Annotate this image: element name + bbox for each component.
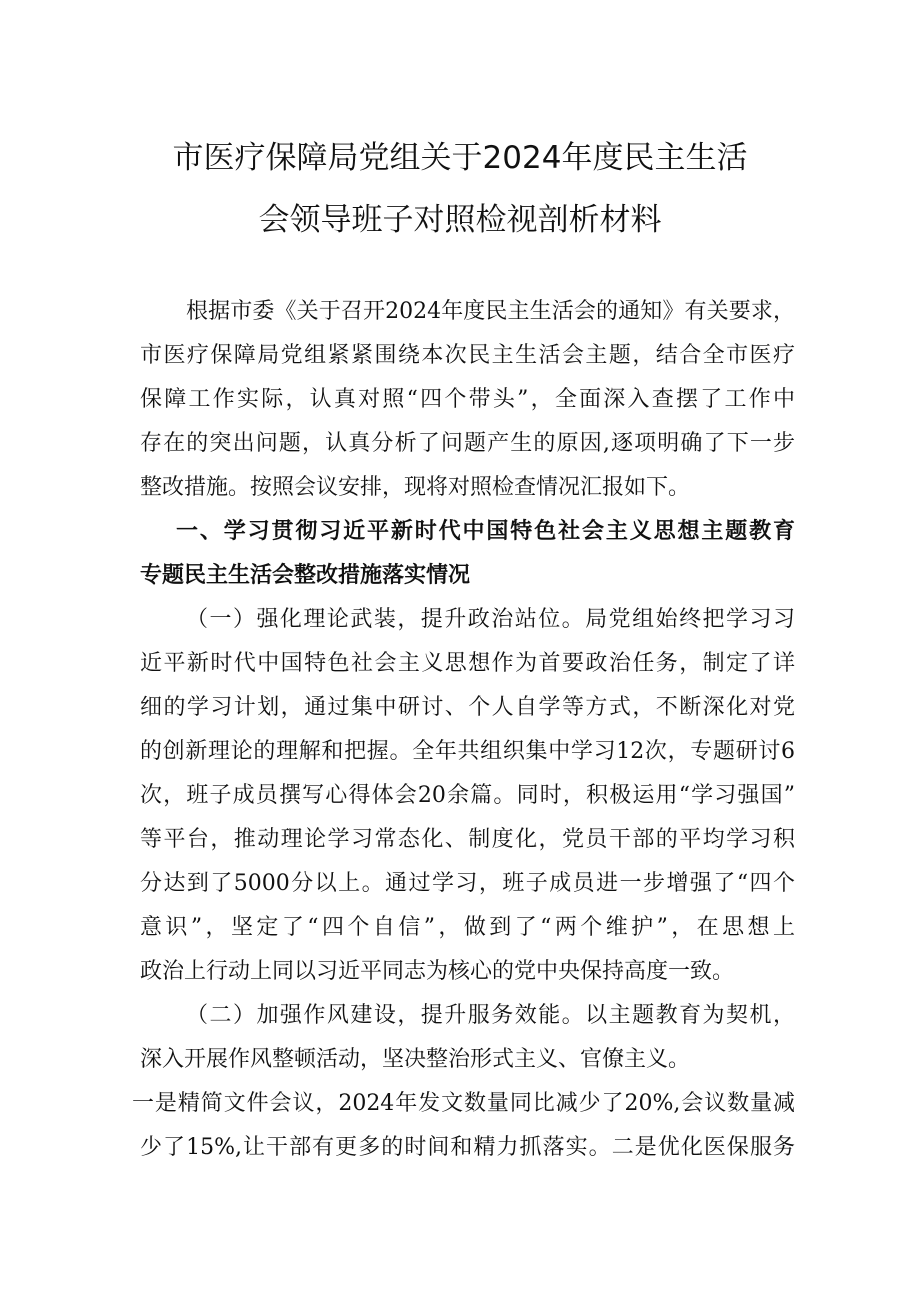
paragraph-line: 存在的突出问题，认真分析了问题产生的原因,逐项明确了下一步: [140, 431, 795, 456]
paragraph-line: 少了15%,让干部有更多的时间和精力抓落实。二是优化医保服务: [140, 1135, 795, 1160]
paragraph-line: （一）强化理论武装，提升政治站位。局党组始终把学习习: [186, 607, 795, 632]
paragraph-line: 意识”，坚定了“四个自信”，做到了“两个维护”，在思想上: [140, 915, 795, 940]
paragraph-line: 根据市委《关于召开2024年度民主生活会的通知》有关要求，: [186, 299, 795, 324]
paragraph-line: 市医疗保障局党组紧紧围绕本次民主生活会主题，结合全市医疗: [140, 343, 795, 368]
paragraph-line: 近平新时代中国特色社会主义思想作为首要政治任务，制定了详: [140, 651, 795, 676]
document-title-line-2: 会领导班子对照检视剖析材料: [258, 202, 662, 238]
paragraph-line: （二）加强作风建设，提升服务效能。以主题教育为契机，: [186, 1003, 795, 1028]
paragraph-line: 深入开展作风整顿活动，坚决整治形式主义、官僚主义。: [140, 1047, 691, 1072]
section-heading-line: 专题民主生活会整改措施落实情况: [140, 563, 471, 588]
paragraph-line: 分达到了5000分以上。通过学习，班子成员进一步增强了“四个: [140, 871, 795, 896]
paragraph-line: 的创新理论的理解和把握。全年共组织集中学习12次，专题研讨6: [140, 739, 795, 764]
paragraph-line: 次，班子成员撰写心得体会20余篇。同时，积极运用“学习强国”: [140, 783, 795, 808]
paragraph-line: 政治上行动上同以习近平同志为核心的党中央保持高度一致。: [140, 959, 735, 984]
document-title-line-1: 市医疗保障局党组关于2024年度民主生活: [172, 140, 748, 176]
paragraph-line: 细的学习计划，通过集中研讨、个人自学等方式，不断深化对党: [140, 695, 795, 720]
paragraph-line: 一是精简文件会议，2024年发文数量同比减少了20%,会议数量减: [132, 1091, 795, 1116]
paragraph-line: 等平台，推动理论学习常态化、制度化，党员干部的平均学习积: [140, 827, 795, 852]
section-heading-line: 一、学习贯彻习近平新时代中国特色社会主义思想主题教育: [176, 519, 795, 544]
paragraph-line: 整改措施。按照会议安排，现将对照检查情况汇报如下。: [140, 475, 691, 500]
paragraph-line: 保障工作实际，认真对照“四个带头”，全面深入查摆了工作中: [140, 387, 795, 412]
